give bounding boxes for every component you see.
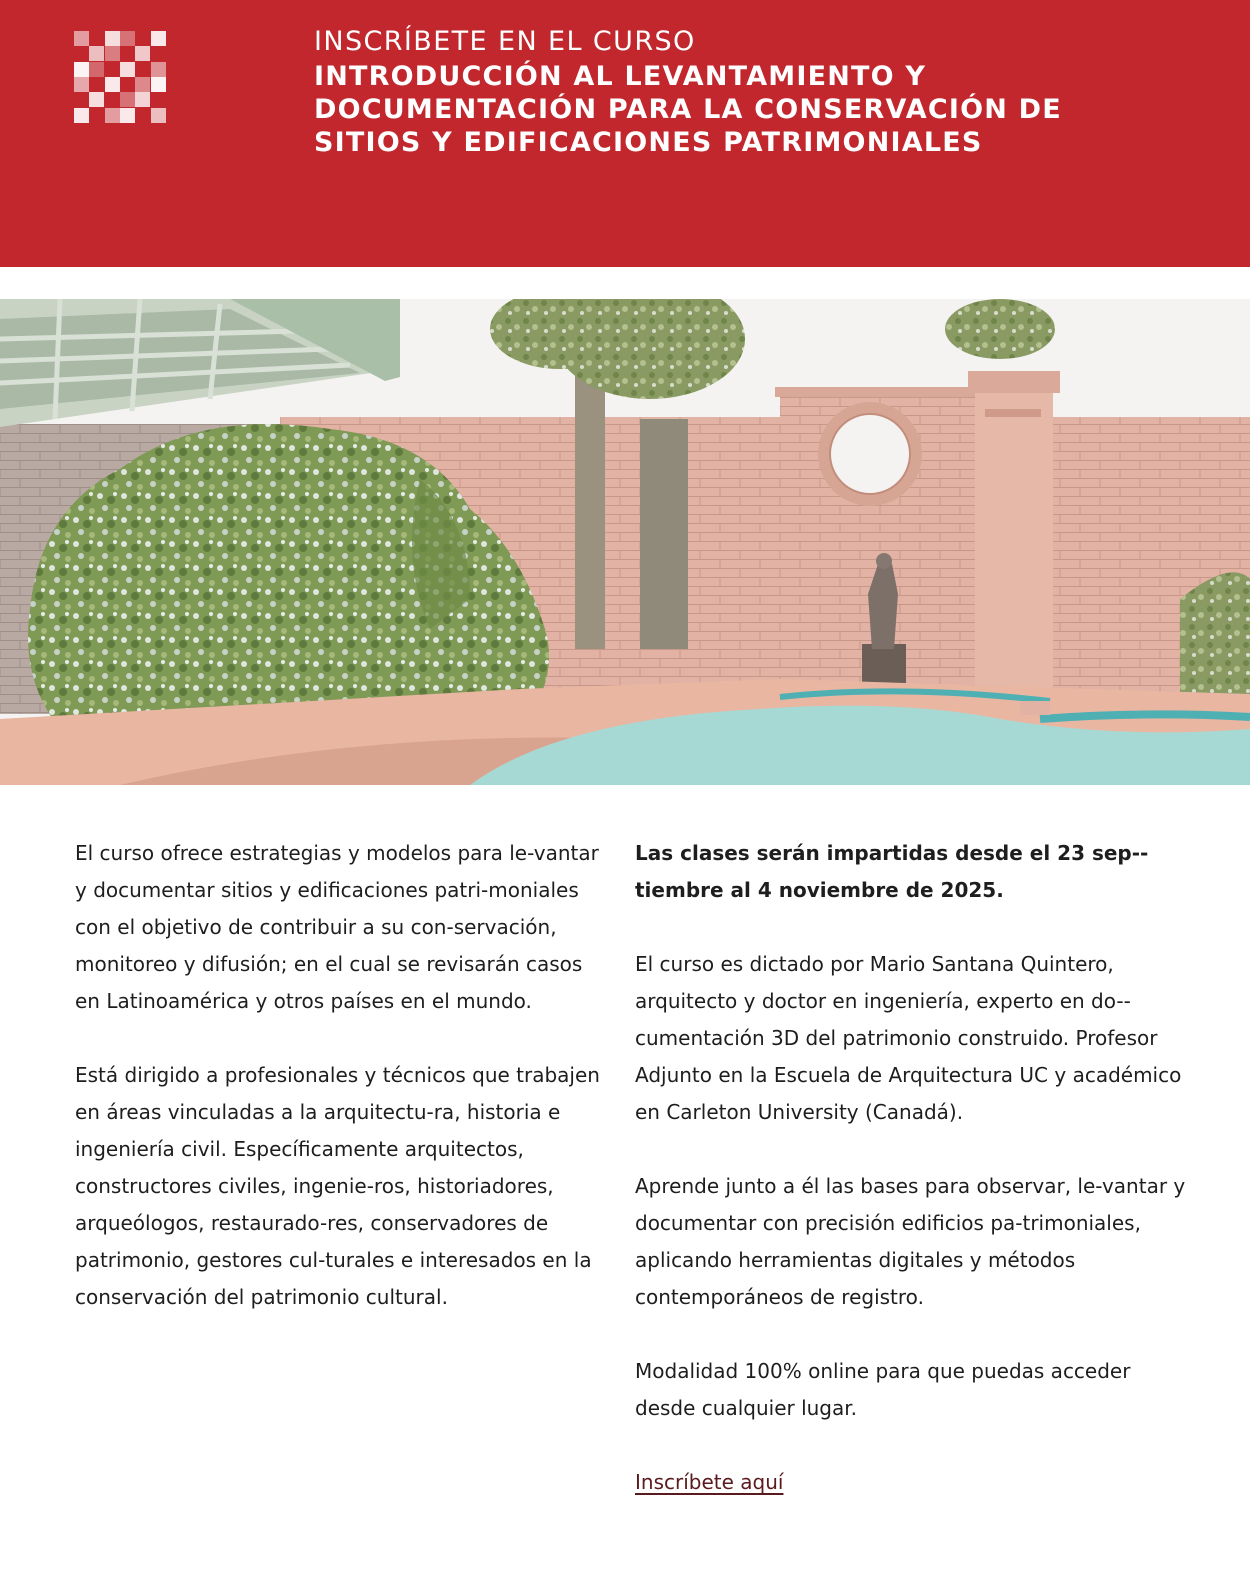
instructor-paragraph: El curso es dictado por Mario Santana Quintero, arquitecto y doctor en ingeniería, experto en do-cumentación 3D del patrimonio construido. Profesor Adjunto en la Escuela de Arquitectura UC y académico en Carleton University (Canadá). [635, 952, 1182, 1124]
course-details [635, 835, 1190, 1538]
modality-paragraph: Modalidad 100% online para que puedas acceder desde cualquier lugar. [635, 1359, 1131, 1420]
enroll-link[interactable]: Inscríbete aquí [635, 1470, 784, 1494]
course-dates: Las clases serán impartidas desde el 23 sep-tiembre al 4 noviembre de 2025. [635, 841, 1149, 902]
uc-pixel-logo-icon [74, 31, 166, 123]
course-title-line: SITIOS Y EDIFICACIONES PATRIMONIALES [314, 127, 983, 158]
course-title-line: INTRODUCCIÓN AL LEVANTAMIENTO Y [314, 61, 927, 92]
header-kicker: INSCRÍBETE EN EL CURSO [314, 26, 696, 57]
header-text [314, 26, 1214, 159]
course-title [314, 60, 1214, 159]
header-banner [0, 0, 1250, 267]
hero-image [0, 299, 1250, 785]
course-description [75, 835, 605, 1353]
learning-paragraph: Aprende junto a él las bases para observar, le-vantar y documentar con precisión edificios pa-trimoniales, aplicando herramientas digitales y métodos contemporáneos de registro. [635, 1174, 1186, 1309]
course-title-line: DOCUMENTACIÓN PARA LA CONSERVACIÓN DE [314, 94, 1062, 125]
course-summary-paragraph: El curso ofrece estrategias y modelos para le-vantar y documentar sitios y edificaciones patri-moniales con el objetivo de contribuir a su con-servación, monitoreo y difusión; en el cual se revisarán casos en Latinoamérica y otros países en el mundo. [75, 841, 599, 1013]
point-cloud-garden-image [0, 299, 1250, 785]
audience-paragraph: Está dirigido a profesionales y técnicos que trabajen en áreas vinculadas a la arquitectu-ra, historia e ingeniería civil. Específicamente arquitectos, constructores civiles, ingenie-ros, historiadores, arqueólogos, restaurado-res, conservadores de patrimonio, gestores cul-turales e interesados en la conservación del patrimonio cultural. [75, 1063, 600, 1309]
